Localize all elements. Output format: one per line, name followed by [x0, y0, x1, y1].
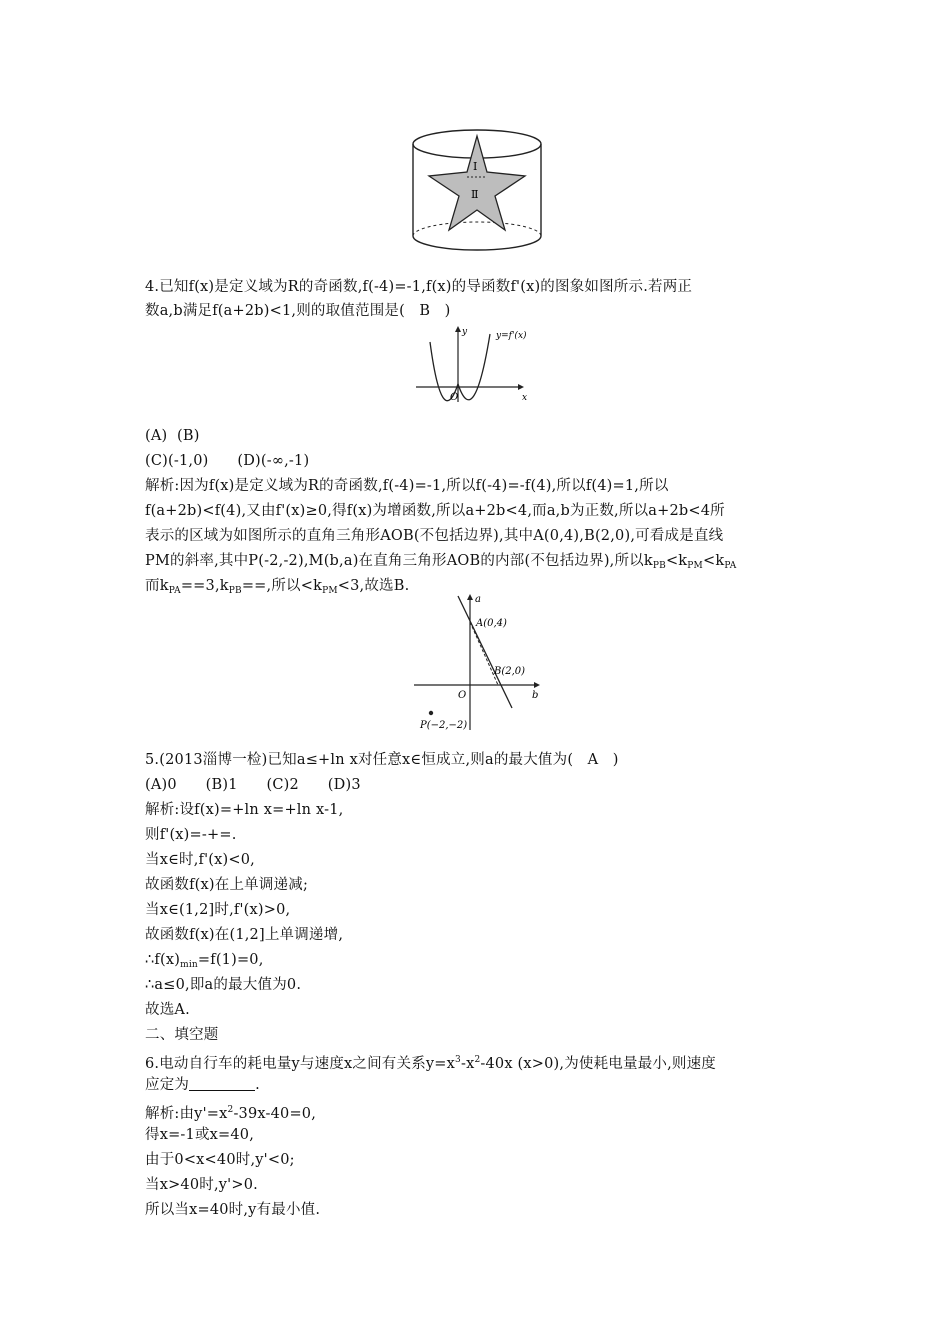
q5-solution-1: 解析:设f(x)=+ln x=+ln x-1,: [145, 802, 344, 818]
q5-solution-7: $\therefore f(x)_{min}=f(1)=0$,: [145, 952, 264, 970]
x-axis-label: x: [522, 393, 528, 403]
q6-solution-1: 解析:由$y'=x^2-39x-40=0$,: [145, 1105, 317, 1122]
q5-solution-2: 则f'(x)=-+=.: [145, 827, 237, 843]
section-heading: 二、填空题: [145, 1027, 219, 1043]
function-label: y=f'(x): [496, 331, 527, 341]
q6-solution-3: 由于0<x<40时,y'<0;: [145, 1152, 295, 1168]
q5-options: (A)0 (B)1 (C)2 (D)3: [145, 777, 361, 793]
point-a-label: A(0,4): [476, 618, 507, 629]
q4-line1: 4.已知f(x)是定义域为R的奇函数,f(-4)=-1,f(x)的导函数f'(x)的图象如图所示.若两正: [145, 279, 693, 295]
q4-solution-1: 解析:因为f(x)是定义域为R的奇函数,f(-4)=-1,所以f(-4)=-f(4),所以f(4)=1,所以: [145, 478, 669, 494]
q5-solution-9: 故选A.: [145, 1002, 190, 1018]
q6-solution-4: 当x>40时,y'>0.: [145, 1177, 258, 1193]
q4-line2: 数a,b满足f(a+2b)<1,则的取值范围是( B ): [145, 303, 451, 319]
q5-line1: 5.(2013淄博一检)已知a≤+ln x对任意x∈恒成立,则a的最大值为( A ): [145, 752, 619, 768]
cylinder-star-figure: [405, 124, 550, 264]
q4-options-ab: (A) (B): [145, 428, 200, 444]
origin-label-2: O: [458, 690, 467, 701]
q5-solution-5: 当x∈(1,2]时,f'(x)>0,: [145, 902, 291, 918]
point-b-label: B(2,0): [494, 666, 526, 677]
y-axis-label: y: [462, 327, 468, 337]
q4-options-cd: (C)(-1,0) (D)(-∞,-1): [145, 453, 310, 469]
q6-solution-5: 所以当x=40时,y有最小值.: [145, 1202, 321, 1218]
q5-solution-4: 故函数f(x)在上单调递减;: [145, 877, 309, 893]
a-axis-label: a: [475, 594, 481, 605]
q4-solution-2: f(a+2b)<f(4),又由f'(x)≥0,得f(x)为增函数,所以a+2b<4,而a,b为正数,所以a+2b<4所: [145, 503, 725, 519]
q5-solution-6: 故函数f(x)在(1,2]上单调递增,: [145, 927, 344, 943]
triangle-aob-graph: [412, 590, 547, 735]
q5-solution-3: 当x∈时,f'(x)<0,: [145, 852, 255, 868]
q6-line1: 6.电动自行车的耗电量y与速度x之间有关系$y=x^3-x^2-40x$ (x>0),为使耗电量最小,则速度: [145, 1055, 717, 1072]
answer-blank: [189, 1076, 255, 1091]
point-p-label: P(−2,−2): [420, 720, 468, 731]
derivative-graph: [412, 322, 537, 407]
origin-label: O: [450, 392, 459, 403]
q5-solution-8: ∴a≤0,即a的最大值为0.: [145, 977, 302, 993]
q4-solution-5: 而$k_{PA}==3,k_{PB}==$,所以$<k_{PM}<3$,故选B.: [145, 578, 410, 596]
q4-solution-3: 表示的区域为如图所示的直角三角形AOB(不包括边界),其中A(0,4),B(2,0),可看成是直线: [145, 528, 724, 544]
region-label-2: Ⅱ: [471, 188, 479, 201]
b-axis-label: b: [532, 690, 539, 701]
region-label-1: Ⅰ: [473, 160, 478, 173]
q6-line2: 应定为 .: [145, 1077, 260, 1093]
q4-solution-4: PM的斜率,其中P(-2,-2),M(b,a)在直角三角形AOB的内部(不包括边界),所以$k_{PB}<k_{PM}<k_{PA}$: [145, 553, 737, 571]
q6-solution-2: 得x=-1或x=40,: [145, 1127, 255, 1143]
